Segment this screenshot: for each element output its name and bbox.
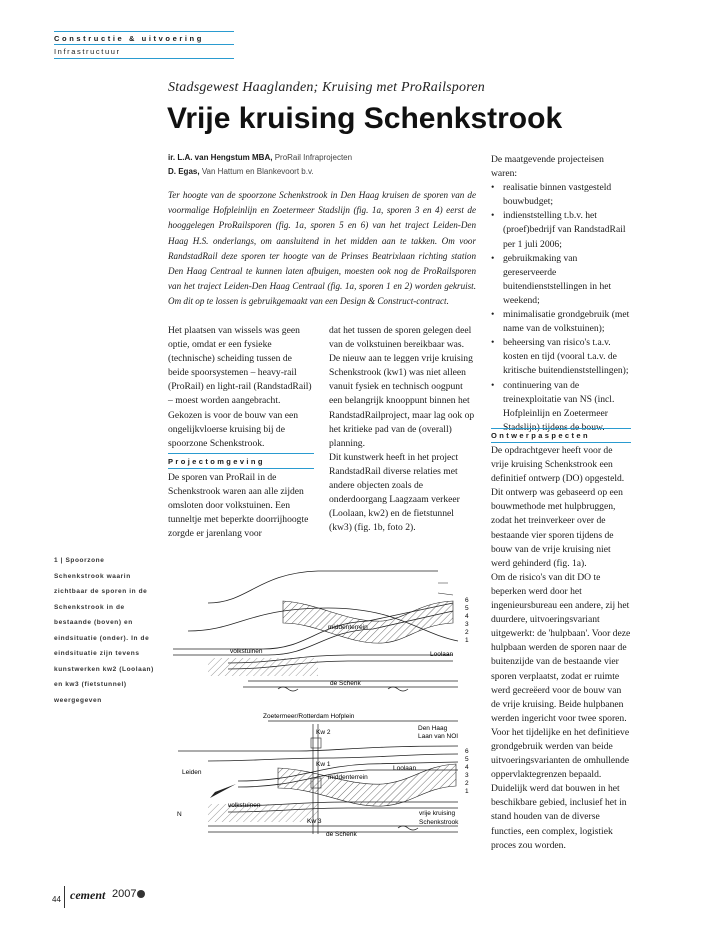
- section-rule: [168, 453, 314, 454]
- requirements-intro: De maatgevende projecteisen waren:: [491, 154, 604, 180]
- label-de-schenk: de Schenk: [330, 680, 361, 687]
- track-number: 5: [465, 605, 469, 612]
- list-item: • indienststelling t.b.v. het (proef)bedrijf van RandstadRail per 1 juli 2006;: [491, 209, 631, 251]
- column-1: [168, 324, 314, 450]
- label-loolaan: Loolaan: [430, 651, 454, 658]
- author-name: D. Egas,: [168, 167, 200, 176]
- label-vrije-kruising: vrije kruising: [419, 810, 456, 817]
- header-rule-bottom: [54, 58, 234, 59]
- label-zoetermeer: Zoetermeer/Rotterdam Hofplein: [263, 713, 355, 720]
- author-affiliation: Van Hattum en Blankevoort b.v.: [201, 167, 314, 176]
- figure-caption-text: Spoorzone Schenkstrook waarin zichtbaar de sporen in de Schenkstrook in de bestaande (boven) en eindsituatie (onder). In de eindsituatie zijn tevens kunstwerken kw2 (Loolaan) en kw3 (fietstunnel) weergegeven: [54, 557, 154, 704]
- track-diagram-final: [168, 706, 478, 844]
- track-number: 3: [465, 772, 469, 779]
- track-number: 2: [465, 780, 469, 787]
- list-item: • beheersing van risico's t.a.v. kosten en tijd (vooral t.a.v. de kritische buitendienststellingen);: [491, 336, 631, 378]
- section-rule: [491, 442, 631, 443]
- track-number: 4: [465, 613, 469, 620]
- list-item: • gebruikmaking van gereserveerde buitendienststellingen in het weekend;: [491, 252, 631, 308]
- body-paragraph: Voor het tijdelijke en het definitieve grondgebruik werden van beide uitvoeringsvarianten de omhullende oppervlaktegrenzen bepaald. Duidelijk werd dat bouwen in het beschikbare gebied, inclusief het in stand houden van de diverse functies, een complex, logistiek proces zou worden.: [491, 726, 630, 851]
- label-middenterrein: middenterrein: [328, 624, 368, 631]
- column-3-body: [491, 444, 631, 853]
- list-item: • minimalisatie grondgebruik (met name van de volkstuinen);: [491, 308, 631, 336]
- body-paragraph: Dit kunstwerk heeft in het project RandstadRail diverse relaties met andere objecten zoals de onderdoorgang Laagzaam verkeer (Loolaan, kw2) en de fietstunnel (kw3) (fig. 1b, foto 2).: [329, 451, 460, 534]
- body-paragraph: De sporen van ProRail in de Schenkstrook waren aan alle zijden omsloten door volkstuinen. Een tunneltje met beperkte doorrijhoogte zorgde er jarenlang voor: [168, 472, 309, 540]
- list-item: • realisatie binnen vastgesteld bouwbudget;: [491, 181, 631, 209]
- article-kicker: Stadsgewest Haaglanden; Kruising met ProRailsporen: [168, 80, 485, 95]
- body-paragraph: Om de risico's van dit DO te beperken werd door het ingenieursbureau een andere, zij het duurdere, uitvoeringsvariant uitgewerkt: de 'hulpbaan'. Voor deze hulpbaan werden de sporen naar de buitenzijde van de bestaande vier sporen verplaatst, zodat er ruimte werd gecreëerd voor de bouw van de vrije kruising. Beide hulpbanen werden ingericht voor twee sporen.: [491, 571, 631, 724]
- label-north: N: [177, 811, 182, 818]
- figure-caption: 1 | Spoorzone Schenkstrook waarin zichtbaar de sporen in de Schenkstrook in de bestaande (boven) en eindsituatie (onder). In de eindsituatie zijn tevens kunstwerken kw2 (Loolaan) en kw3 (fietstunnel) weergegeven: [54, 557, 154, 704]
- label-kw2: Kw 2: [316, 729, 331, 736]
- label-kw3: Kw 3: [307, 818, 322, 825]
- body-paragraph: Het plaatsen van wissels was geen optie, omdat er een fysieke (technische) scheiding tussen de beide spoorsystemen – heavy-rail (ProRail) en light-rail (RandstadRail) – moest worden aangebracht. Gekozen is voor de bouw van een ongelijkvloerse kruising bij de spoorzone Schenkstrook.: [168, 325, 312, 449]
- footer-divider: [64, 886, 65, 908]
- header-subsection: Infrastructuur: [54, 47, 121, 56]
- label-middenterrein: middenterrein: [328, 774, 368, 781]
- requirements-list: [491, 181, 631, 435]
- author-name: ir. L.A. van Hengstum MBA,: [168, 153, 273, 162]
- figure-number: 1: [54, 557, 59, 564]
- section-rule: [491, 428, 631, 429]
- body-paragraph: dat het tussen de sporen gelegen deel van de volkstuinen bereikbaar was. De nieuw aan te leggen vrije kruising Schenkstrook (kw1) was niet alleen vanuit fysiek en technisch oogpunt een belangrijk knooppunt binnen het RandstadRailproject, maar lag ook op het kritieke pad van de (overall) planning.: [329, 325, 475, 449]
- label-kw1: Kw 1: [316, 761, 331, 768]
- section-heading-ontwerpaspecten: Ontwerpaspecten: [491, 431, 590, 440]
- author-1: [168, 153, 352, 162]
- label-laan-van-noi: Laan van NOI: [418, 733, 459, 740]
- header-section: Constructie & uitvoering: [54, 34, 204, 43]
- label-den-haag: Den Haag: [418, 725, 448, 732]
- section-rule: [168, 468, 314, 469]
- label-volkstuinen: volkstuinen: [228, 802, 261, 809]
- track-diagram-existing: [168, 563, 478, 695]
- label-volkstuinen: volkstuinen: [230, 648, 263, 655]
- track-number: 1: [465, 788, 469, 795]
- header-rule-top: [54, 31, 234, 32]
- track-number: 1: [465, 637, 469, 644]
- lead-paragraph: Ter hoogte van de spoorzone Schenkstrook in Den Haag kruisen de sporen van de voormalige Hofpleinlijn en Zoetermeer Stadslijn (fig. 1a, sporen 3 en 4) eerst de hooggelegen ProRailsporen (fig. 1a, sporen 5 en 6) van het traject Leiden-Den Haag H.S. onderlangs, om aansluitend in het midden aan te takken. Om voor RandstadRail deze sporen ter hoogte van de Prinses Beatrixlaan richting station Den Haag Centraal te kunnen laten afbuigen, moesten ook nog de ProRailsporen van het traject Leiden-Den Haag Centraal (fig. 1a, sporen 1 en 2) worden gekruist. Om dit op te lossen is gebruikgemaakt van een Design & Construct-contract.: [168, 190, 476, 307]
- author-affiliation: ProRail Infraprojecten: [274, 153, 353, 162]
- north-arrow-icon: [210, 784, 236, 798]
- header-rule-mid: [54, 44, 234, 45]
- magazine-name: cement: [70, 888, 106, 902]
- label-de-schenk: de Schenk: [326, 831, 357, 838]
- page-number: 44: [52, 895, 61, 904]
- track-number: 2: [465, 629, 469, 636]
- track-number: 3: [465, 621, 469, 628]
- cement-logo-icon: [137, 890, 145, 898]
- author-2: [168, 167, 314, 176]
- label-loolaan: Loolaan: [393, 765, 417, 772]
- column-2: [329, 324, 475, 535]
- body-paragraph: De opdrachtgever heeft voor de vrije kruising Schenkstrook een definitief ontwerp (DO) opgesteld. Dit ontwerp was gebaseerd op een bouwmethode met hulpbruggen, zodat het treinverkeer over de bestaande vier sporen tijdens de bouw van de vrije kruising niet werd gehinderd (fig. 1a).: [491, 445, 625, 569]
- page-title: Vrije kruising Schenkstrook: [167, 102, 563, 135]
- column-3: [491, 153, 631, 435]
- label-leiden: Leiden: [182, 769, 202, 776]
- track-number: 4: [465, 764, 469, 771]
- label-schenkstrook: Schenkstrook: [419, 819, 459, 826]
- track-number: 6: [465, 597, 469, 604]
- list-item: • continuering van de treinexploitatie van NS (incl. Hofpleinlijn en Zoetermeer: [491, 379, 631, 435]
- magazine-year: 2007: [112, 888, 137, 900]
- section-heading-projectomgeving: Projectomgeving: [168, 457, 265, 466]
- track-number: 5: [465, 756, 469, 763]
- track-number: 6: [465, 748, 469, 755]
